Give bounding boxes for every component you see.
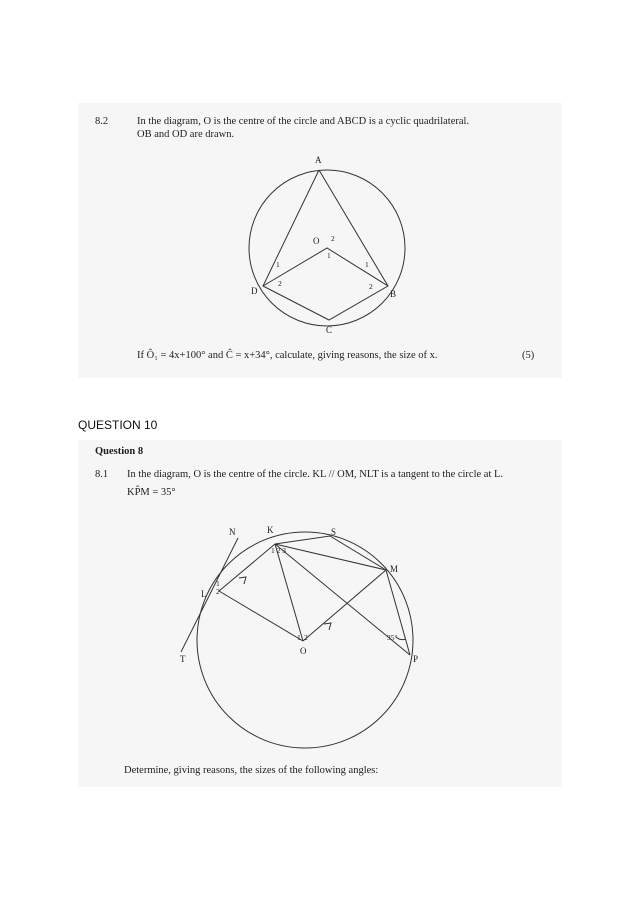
label-l1: 1 bbox=[216, 579, 220, 588]
label-l2: 2 bbox=[216, 587, 220, 596]
label-t: T bbox=[180, 654, 186, 664]
label-k-angles: 1 2 3 bbox=[271, 546, 286, 555]
label-l: L bbox=[201, 589, 207, 599]
label-a: A bbox=[315, 155, 322, 165]
label-d2: 2 bbox=[278, 279, 282, 288]
q82-line-2: OB and OD are drawn. bbox=[137, 129, 235, 140]
label-o: O bbox=[300, 646, 307, 656]
tangent-nlt bbox=[181, 538, 238, 652]
label-angle-35: 35° bbox=[387, 633, 398, 642]
section-heading: QUESTION 10 bbox=[78, 418, 158, 432]
q8-footer: Determine, giving reasons, the sizes of the following angles: bbox=[124, 765, 379, 776]
segment-om bbox=[303, 570, 386, 641]
label-s: S bbox=[331, 527, 337, 537]
label-d1: 1 bbox=[276, 260, 280, 269]
label-m: M bbox=[390, 564, 399, 574]
chord-mp bbox=[386, 570, 410, 655]
q8-number: 8.1 bbox=[95, 469, 109, 480]
label-o2: 2 bbox=[331, 234, 335, 243]
chord-km bbox=[275, 544, 386, 570]
chord-kl bbox=[219, 544, 275, 591]
angle-mark-p bbox=[396, 637, 406, 640]
tangent-circle-labels bbox=[180, 525, 418, 664]
label-p: P bbox=[413, 654, 419, 664]
label-o: O bbox=[313, 236, 320, 246]
q8-line-1: In the diagram, O is the centre of the circle. KL // OM, NLT is a tangent to the circle at L. bbox=[127, 469, 504, 480]
label-b2: 2 bbox=[369, 282, 373, 291]
label-o1: 1 bbox=[327, 251, 331, 260]
q82-given: If Ô₁ = 4x+100° and Ĉ = x+34°, calculate, giving reasons, the size of x. bbox=[137, 350, 438, 361]
q82-number: 8.2 bbox=[95, 116, 109, 127]
label-b: B bbox=[390, 289, 397, 299]
q82-line-1: In the diagram, O is the centre of the circle and ABCD is a cyclic quadrilateral. bbox=[137, 116, 470, 127]
label-d: D bbox=[251, 286, 258, 296]
parallel-arrow-om bbox=[324, 623, 331, 630]
parallel-arrow-kl bbox=[239, 577, 246, 584]
label-c: C bbox=[326, 325, 333, 335]
q8-given: KP̂M = 35° bbox=[127, 487, 176, 498]
label-k: K bbox=[267, 525, 274, 535]
label-o1: 1 bbox=[297, 633, 301, 642]
q82-marks: (5) bbox=[522, 350, 535, 361]
label-n: N bbox=[229, 527, 236, 537]
label-o2: 2 bbox=[304, 633, 308, 642]
label-b1: 1 bbox=[365, 260, 369, 269]
q8-title: Question 8 bbox=[95, 446, 144, 457]
